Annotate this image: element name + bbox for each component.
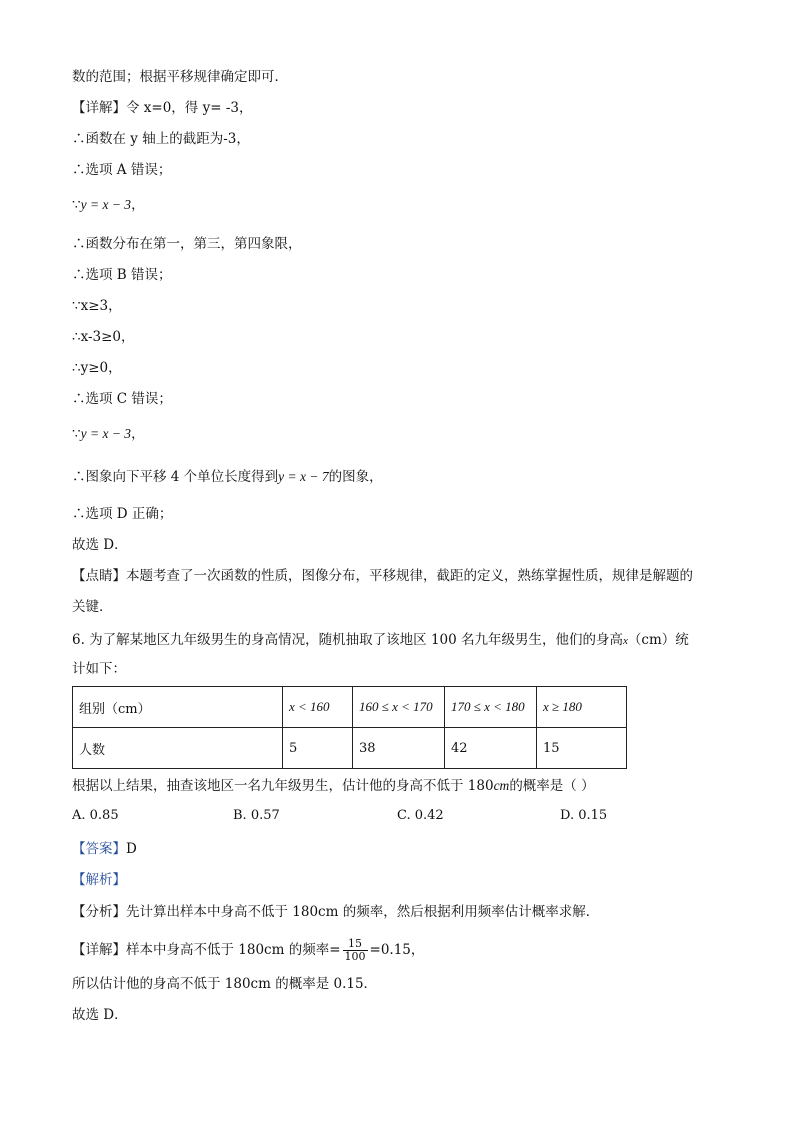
- question-text: 6. 为了解某地区九年级男生的身高情况，随机抽取了该地区 100 名九年级男生，他们的身高: [72, 632, 624, 648]
- remark-tag: 【点睛】: [72, 568, 126, 584]
- text-line: ∴选项 B 错误；: [72, 267, 172, 283]
- text-line: ∴选项 D 正确；: [72, 506, 173, 522]
- table-cell: 5: [283, 728, 353, 769]
- answer-tag: 【答案】: [72, 841, 126, 857]
- data-table: [72, 686, 627, 769]
- analysis-label: 【分析】: [72, 904, 126, 920]
- text-line: ∴函数分布在第一，第三，第四象限，: [72, 236, 302, 252]
- fraction: [343, 938, 368, 963]
- equation: y = x − 3: [80, 426, 132, 441]
- answer-line: [72, 840, 137, 858]
- table-cell: 170 ≤ x < 180: [445, 687, 537, 728]
- equation: y = x − 7: [278, 469, 329, 484]
- question-text: 的概率是（ ）: [509, 778, 595, 794]
- unit: cm: [493, 778, 510, 793]
- question-line: [72, 777, 595, 795]
- table-cell: 160 ≤ x < 170: [353, 687, 445, 728]
- table-cell: 42: [445, 728, 537, 769]
- variable: x: [623, 635, 628, 647]
- answer-value: D: [126, 841, 137, 857]
- math-line: [72, 468, 383, 486]
- analysis-text: 先计算出样本中身高不低于 180cm 的频率，然后根据利用频率估计概率求解．: [126, 904, 600, 920]
- table-header-row: [73, 687, 627, 728]
- because-symbol: ∵: [72, 426, 81, 442]
- table-cell: 组别（cm）: [73, 687, 283, 728]
- analysis-tag: 【解析】: [72, 872, 126, 888]
- option-c: C. 0.42: [397, 808, 444, 823]
- fraction-denominator: 100: [344, 950, 366, 963]
- table-cell: x ≥ 180: [537, 687, 627, 728]
- answer-options: [0, 808, 794, 826]
- detail-line: [72, 935, 424, 965]
- detail-text: 令 x=0，得 y= -3，: [126, 100, 253, 116]
- question-stem: 计如下：: [72, 661, 126, 677]
- option-d: D. 0.15: [560, 808, 608, 823]
- text-segment: 的图象，: [328, 469, 383, 485]
- table-row: [73, 728, 627, 769]
- detail-line: [72, 99, 252, 117]
- question-stem: [72, 631, 689, 650]
- detail-tag: 【详解】: [72, 100, 126, 116]
- text-line: ∴x-3≥0，: [72, 329, 135, 345]
- text-line: ∴选项 C 错误；: [72, 391, 172, 407]
- table-cell: x < 160: [283, 687, 353, 728]
- question-text: 根据以上结果，抽查该地区一名九年级男生，估计他的身高不低于 180: [72, 778, 494, 794]
- detail-text: 样本中身高不低于 180cm 的频率=: [126, 942, 341, 958]
- math-line: [72, 425, 145, 443]
- remark-text: 本题考查了一次函数的性质，图像分布，平移规律，截距的定义，熟练掌握性质，规律是解题的: [126, 568, 693, 584]
- text-line: ∴y≥0，: [72, 360, 122, 376]
- text-line: ∴函数在 y 轴上的截距为-3，: [72, 131, 250, 147]
- table-cell: 人数: [73, 728, 283, 769]
- text-line: ∵x≥3，: [72, 298, 122, 314]
- text-line: ∴选项 A 错误；: [72, 162, 172, 178]
- option-b: B. 0.57: [233, 808, 280, 823]
- text-line: 关键．: [72, 599, 113, 615]
- unit: （cm）统: [627, 632, 689, 648]
- text-line: 故选 D．: [72, 537, 128, 553]
- because-symbol: ∵: [72, 197, 81, 213]
- remark-line: [72, 567, 693, 585]
- fraction-numerator: 15: [343, 938, 368, 951]
- detail-text: =0.15，: [369, 942, 425, 958]
- equation: y = x − 3: [80, 197, 132, 212]
- conclusion-line: 所以估计他的身高不低于 180cm 的概率是 0.15．: [72, 976, 378, 992]
- text-line: 数的范围；根据平移规律确定即可．: [72, 69, 288, 85]
- table-cell: 38: [353, 728, 445, 769]
- detail-tag: 【详解】: [72, 942, 126, 958]
- analysis-line: [72, 903, 599, 921]
- text-segment: ∴图象向下平移 4 个单位长度得到: [72, 469, 279, 485]
- math-line: [72, 196, 145, 214]
- option-a: A. 0.85: [72, 808, 119, 823]
- table-cell: 15: [537, 728, 627, 769]
- punctuation: ，: [131, 426, 145, 442]
- punctuation: ，: [131, 197, 145, 213]
- final-line: 故选 D．: [72, 1007, 128, 1023]
